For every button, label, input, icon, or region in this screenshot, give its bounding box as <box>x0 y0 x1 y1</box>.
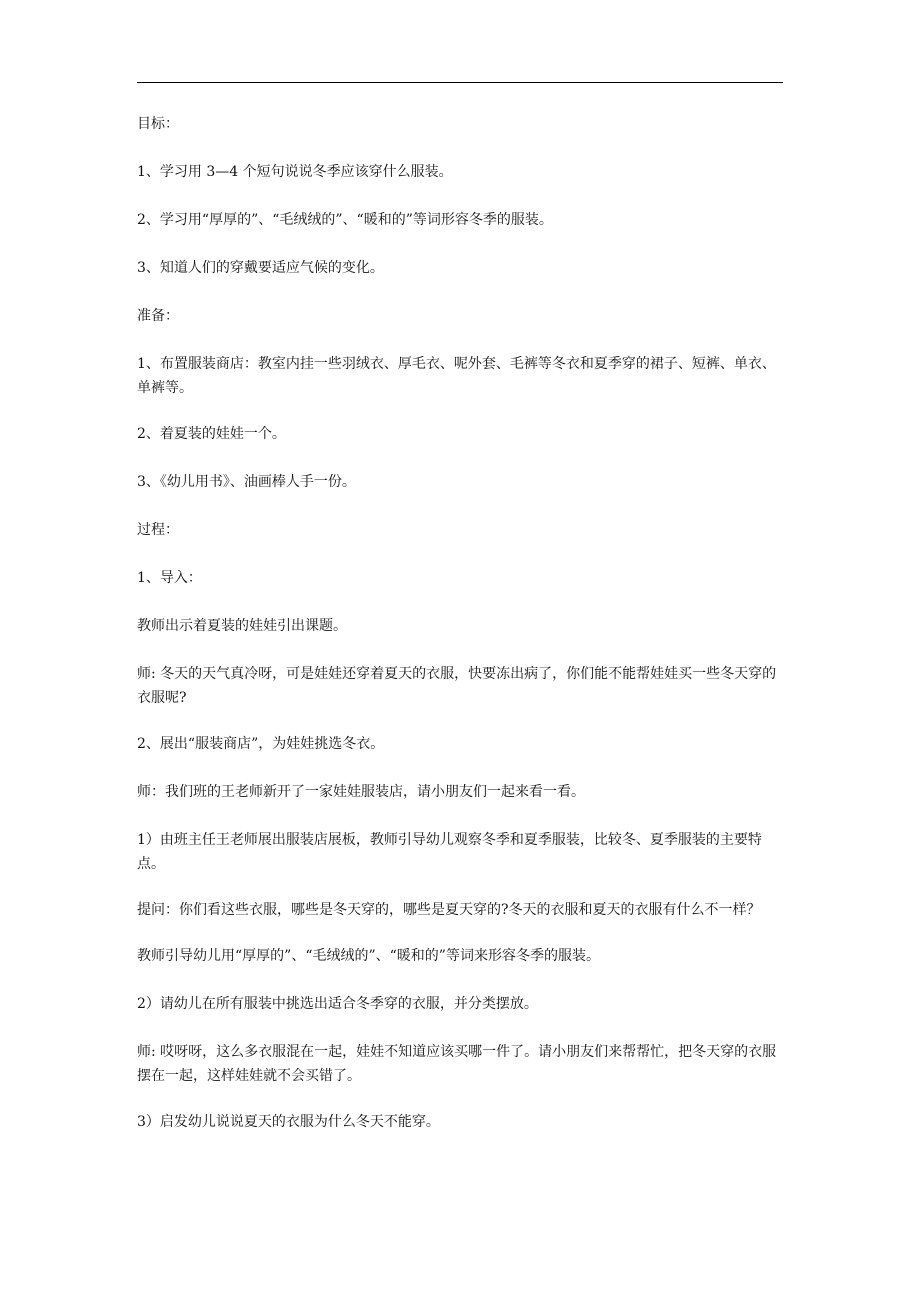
goal-heading: 目标： <box>137 116 179 132</box>
prep-item: 2、着夏装的娃娃一个。 <box>137 426 286 442</box>
process-substep: 2）请幼儿在所有服装中挑选出适合冬季穿的衣服，并分类摆放。 <box>137 996 538 1012</box>
teacher-dialogue: 师: 冬天的天气真冷呀，可是娃娃还穿着夏天的衣服，快要冻出病了，你们能不能帮娃娃买一些冬天穿的衣服呢? <box>137 666 777 706</box>
question-paragraph: 提问：你们看这些衣服，哪些是冬天穿的，哪些是夏天穿的?冬天的衣服和夏天的衣服有什么不一样？ <box>137 902 761 918</box>
process-substep: 3）启发幼儿说说夏天的衣服为什么冬天不能穿。 <box>137 1114 440 1130</box>
goal-item: 1、学习用 3—4 个短句说说冬季应该穿什么服装。 <box>137 164 453 180</box>
process-paragraph: 教师出示着夏装的娃娃引出课题。 <box>137 618 347 634</box>
prep-item: 3、《幼儿用书》、油画棒人手一份。 <box>137 474 356 490</box>
process-heading: 过程： <box>137 522 179 538</box>
process-step: 1、导入： <box>137 570 202 586</box>
document-body <box>137 112 787 1158</box>
teacher-dialogue: 师：我们班的王老师新开了一家娃娃服装店，请小朋友们一起来看一看。 <box>137 784 585 800</box>
prep-item: 1、布置服装商店：教室内挂一些羽绒衣、厚毛衣、呢外套、毛裤等冬衣和夏季穿的裙子、短裤、单衣、单裤等。 <box>137 356 776 396</box>
goal-item: 2、学习用“厚厚的”、“毛绒绒的”、“暖和的”等词形容冬季的服装。 <box>137 212 553 228</box>
header-rule <box>137 82 783 83</box>
process-paragraph: 教师引导幼儿用“厚厚的”、“毛绒绒的”、“暖和的”等词来形容冬季的服装。 <box>137 948 600 964</box>
process-substep: 1）由班主任王老师展出服装店展板，教师引导幼儿观察冬季和夏季服装，比较冬、夏季服装的主要特点。 <box>137 832 762 872</box>
prep-heading: 准备： <box>137 308 179 324</box>
process-step: 2、展出“服装商店”，为娃娃挑选冬衣。 <box>137 736 385 752</box>
goal-item: 3、知道人们的穿戴要适应气候的变化。 <box>137 260 384 276</box>
teacher-dialogue: 师: 哎呀呀，这么多衣服混在一起，娃娃不知道应该买哪一件了。请小朋友们来帮帮忙，把冬天穿的衣服摆在一起，这样娃娃就不会买错了。 <box>137 1044 777 1084</box>
